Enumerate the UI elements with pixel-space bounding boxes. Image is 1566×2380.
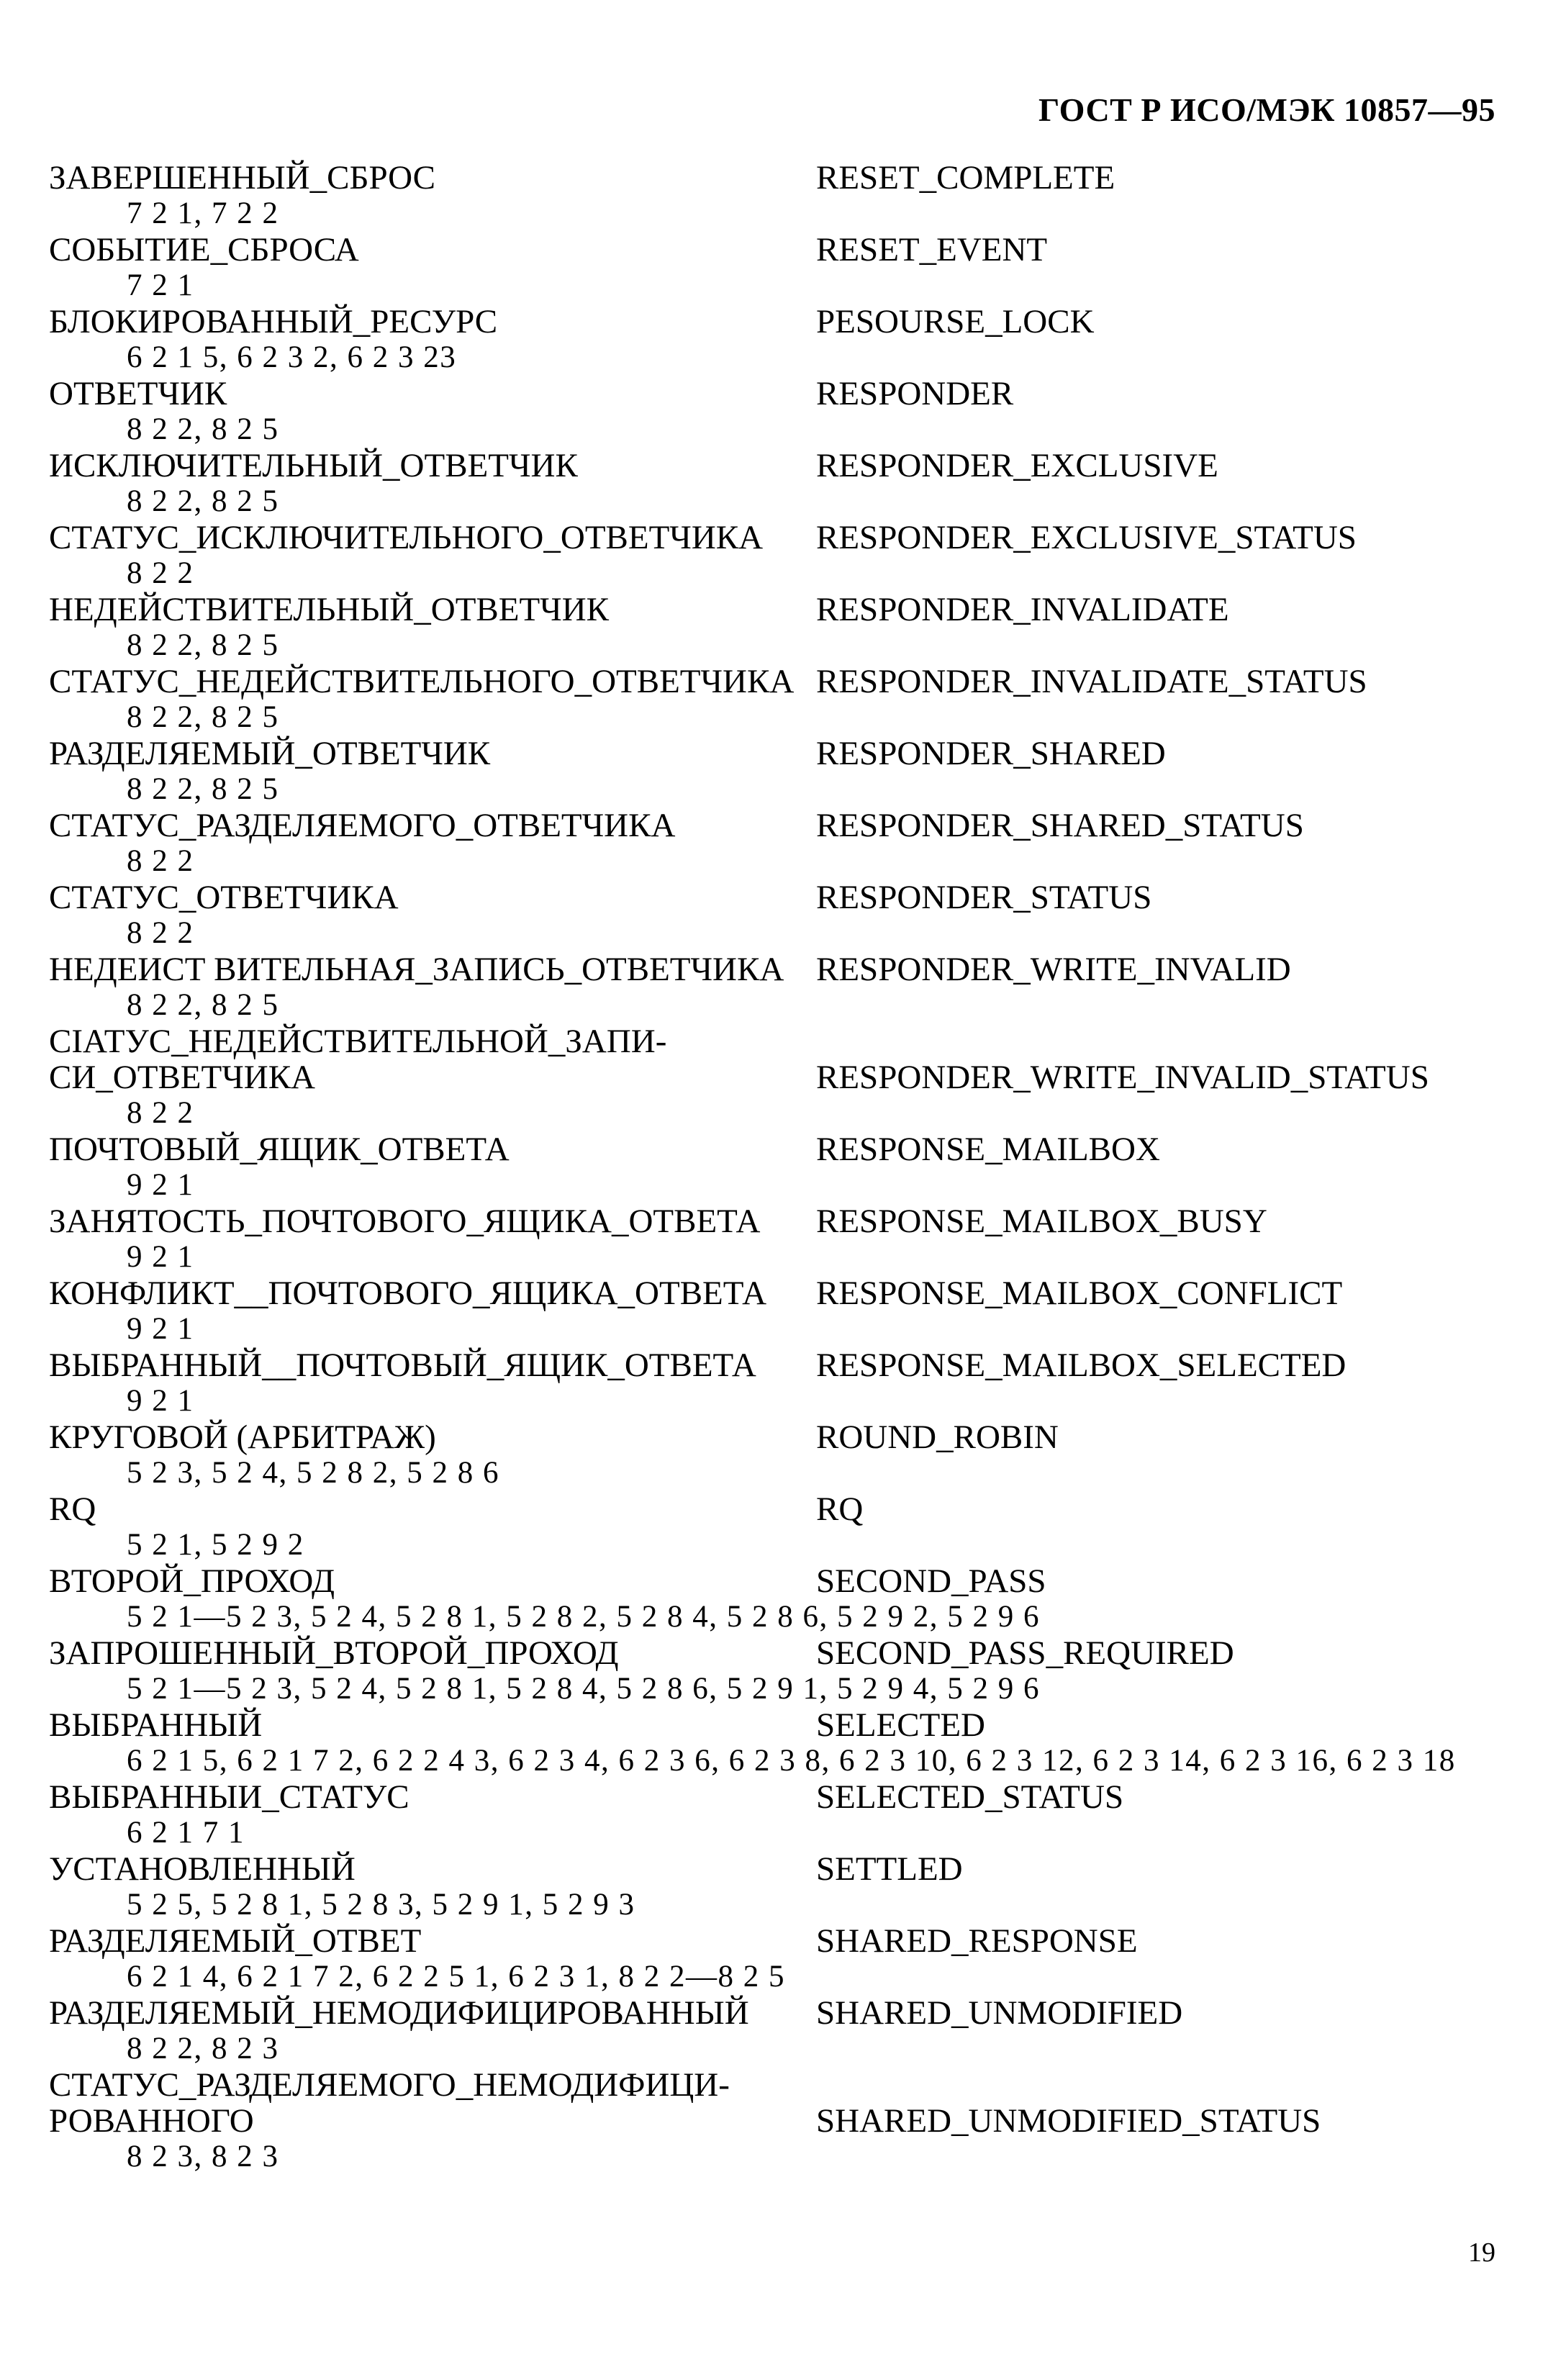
russian-term: ЗАВЕРШЕННЫЙ_СБРОС	[49, 159, 436, 196]
glossary-entry	[49, 448, 1531, 520]
entry-term-line	[49, 879, 1531, 915]
section-references: 9 2 1	[127, 1312, 194, 1346]
entry-term-line	[49, 664, 1531, 700]
section-references: 9 2 1	[127, 1384, 194, 1418]
entry-term-line	[49, 1059, 1531, 1095]
entry-term-line	[49, 1995, 1531, 2031]
glossary-entry	[49, 160, 1531, 232]
english-term: ROUND_ROBIN	[816, 1419, 1059, 1456]
russian-term: RQ	[49, 1490, 96, 1528]
russian-term: ВЫБРАННЫЙ	[49, 1706, 263, 1744]
english-term: RESPONDER_WRITE_INVALID	[816, 951, 1291, 988]
russian-term: РАЗДЕЛЯЕМЫЙ_ОТВЕТЧИК	[49, 735, 491, 772]
section-references: 8 2 2	[127, 1096, 194, 1130]
english-term: SELECTED	[816, 1706, 985, 1744]
english-term: RESPONDER_WRITE_INVALID_STATUS	[816, 1059, 1429, 1096]
russian-term: ВТОРОЙ_ПРОХОД	[49, 1562, 335, 1600]
english-term: RESPONDER	[816, 375, 1014, 412]
glossary-entry	[49, 232, 1531, 304]
section-references: 8 2 2, 8 2 5	[127, 988, 279, 1022]
section-references: 8 2 2, 8 2 5	[127, 772, 279, 806]
glossary-entry	[49, 736, 1531, 807]
glossary-entry	[49, 1347, 1531, 1419]
english-term: SECOND_PASS	[816, 1562, 1046, 1600]
russian-term: СИ_ОТВЕТЧИКА	[49, 1059, 315, 1096]
glossary-list	[49, 160, 1531, 2175]
glossary-entry	[49, 1995, 1531, 2067]
english-term: RESPONDER_SHARED_STATUS	[816, 807, 1304, 844]
english-term: SHARED_UNMODIFIED_STATUS	[816, 2102, 1321, 2140]
glossary-entry	[49, 1023, 1531, 1131]
section-references: 8 2 2, 8 2 3	[127, 2032, 279, 2065]
russian-term: ПОЧТОВЫЙ_ЯЩИК_ОТВЕТА	[49, 1131, 510, 1168]
entry-term-line	[49, 592, 1531, 628]
section-references: 6 2 1 5, 6 2 3 2, 6 2 3 23	[127, 340, 457, 374]
english-term: SHARED_UNMODIFIED	[816, 1994, 1183, 2032]
entry-term-line	[49, 1131, 1531, 1167]
glossary-entry	[49, 1923, 1531, 1995]
english-term: RQ	[816, 1490, 864, 1528]
entry-term-line	[49, 1203, 1531, 1239]
russian-term: БЛОКИРОВАННЫЙ_РЕСУРС	[49, 303, 498, 340]
entry-term-line	[49, 1023, 1531, 1059]
section-references: 6 2 1 5, 6 2 1 7 2, 6 2 2 4 3, 6 2 3 4, 6 2 3 6, 6 2 3 8, 6 2 3 10, 6 2 3 12, 6 2 3 14, 6 2 3 16, 6 2 3 18	[127, 1744, 1456, 1778]
glossary-entry	[49, 592, 1531, 664]
glossary-entry	[49, 664, 1531, 736]
section-references: 8 2 2, 8 2 5	[127, 700, 279, 734]
entry-term-line	[49, 1563, 1531, 1599]
glossary-entry	[49, 879, 1531, 951]
section-references: 8 2 2, 8 2 5	[127, 484, 279, 518]
glossary-entry	[49, 520, 1531, 592]
section-references: 5 2 5, 5 2 8 1, 5 2 8 3, 5 2 9 1, 5 2 9 3	[127, 1888, 635, 1922]
english-term: RESPONSE_MAILBOX_SELECTED	[816, 1347, 1347, 1384]
entry-term-line	[49, 232, 1531, 268]
russian-term: ВЫБРАННЫЙ__ПОЧТОВЫЙ_ЯЩИК_ОТВЕТА	[49, 1347, 756, 1384]
entry-term-line	[49, 1707, 1531, 1743]
entry-term-line	[49, 951, 1531, 987]
section-references: 9 2 1	[127, 1168, 194, 1202]
russian-term: УСТАНОВЛЕННЫЙ	[49, 1850, 356, 1888]
section-references: 8 2 2, 8 2 5	[127, 628, 279, 662]
section-references: 7 2 1	[127, 268, 194, 302]
english-term: SECOND_PASS_REQUIRED	[816, 1634, 1234, 1672]
english-term: RESPONDER_SHARED	[816, 735, 1166, 772]
entry-term-line	[49, 1347, 1531, 1383]
glossary-entry	[49, 1707, 1531, 1779]
glossary-entry	[49, 304, 1531, 376]
english-term: RESPONDER_STATUS	[816, 879, 1152, 916]
russian-term: СТАТУС_ОТВЕТЧИКА	[49, 879, 399, 916]
glossary-entry	[49, 1563, 1531, 1635]
section-references: 6 2 1 4, 6 2 1 7 2, 6 2 2 5 1, 6 2 3 1, 8 2 2—8 2 5	[127, 1960, 785, 1994]
entry-term-line	[49, 1851, 1531, 1887]
russian-term: СIАТУС_НЕДЕЙСТВИТЕЛЬНОЙ_ЗАПИ-	[49, 1023, 667, 1060]
entry-term-line	[49, 304, 1531, 340]
russian-term: РАЗДЕЛЯЕМЫЙ_НЕМОДИФИЦИРОВАННЫЙ	[49, 1994, 749, 2032]
section-references: 8 2 2	[127, 556, 194, 590]
russian-term: РАЗДЕЛЯЕМЫЙ_ОТВЕТ	[49, 1922, 422, 1960]
entry-term-line	[49, 1779, 1531, 1815]
russian-term: СТАТУС_НЕДЕЙСТВИТЕЛЬНОГО_ОТВЕТЧИКА	[49, 663, 795, 700]
russian-term: НЕДЕИСТ ВИТЕЛЬНАЯ_ЗАПИСЬ_ОТВЕТЧИКА	[49, 951, 784, 988]
section-references: 5 2 1—5 2 3, 5 2 4, 5 2 8 1, 5 2 8 2, 5 2 8 4, 5 2 8 6, 5 2 9 2, 5 2 9 6	[127, 1600, 1040, 1634]
entry-term-line	[49, 1635, 1531, 1671]
english-term: RESPONSE_MAILBOX_BUSY	[816, 1203, 1267, 1240]
glossary-entry	[49, 1491, 1531, 1563]
russian-term: ВЫБРАННЫИ_СТАТУС	[49, 1778, 409, 1816]
section-references: 9 2 1	[127, 1240, 194, 1274]
russian-term: ЗАПРОШЕННЫЙ_ВТОРОЙ_ПРОХОД	[49, 1634, 619, 1672]
entry-term-line	[49, 448, 1531, 484]
glossary-entry	[49, 1779, 1531, 1851]
english-term: RESPONDER_INVALIDATE_STATUS	[816, 663, 1367, 700]
entry-term-line	[49, 1923, 1531, 1959]
entry-term-line	[49, 807, 1531, 843]
section-references: 7 2 1, 7 2 2	[127, 196, 279, 230]
entry-term-line	[49, 376, 1531, 412]
entry-term-line	[49, 520, 1531, 556]
russian-term: НЕДЕЙСТВИТЕЛЬНЫЙ_ОТВЕТЧИК	[49, 591, 610, 628]
section-references: 8 2 2	[127, 916, 194, 950]
glossary-entry	[49, 951, 1531, 1023]
glossary-entry	[49, 1419, 1531, 1491]
section-references: 8 2 3, 8 2 3	[127, 2140, 279, 2173]
russian-term: КРУГОВОЙ (АРБИТРАЖ)	[49, 1419, 436, 1456]
english-term: RESPONDER_EXCLUSIVE	[816, 447, 1218, 484]
english-term: SHARED_RESPONSE	[816, 1922, 1138, 1960]
russian-term: ЗАНЯТОСТЬ_ПОЧТОВОГО_ЯЩИКА_ОТВЕТА	[49, 1203, 761, 1240]
section-references: 8 2 2, 8 2 5	[127, 412, 279, 446]
russian-term: РОВАННОГО	[49, 2102, 254, 2140]
russian-term: ОТВЕТЧИК	[49, 375, 227, 412]
english-term: RESPONSE_MAILBOX	[816, 1131, 1160, 1168]
glossary-entry	[49, 807, 1531, 879]
section-references: 5 2 1—5 2 3, 5 2 4, 5 2 8 1, 5 2 8 4, 5 2 8 6, 5 2 9 1, 5 2 9 4, 5 2 9 6	[127, 1672, 1040, 1706]
section-references: 5 2 3, 5 2 4, 5 2 8 2, 5 2 8 6	[127, 1456, 499, 1490]
section-references: 8 2 2	[127, 844, 194, 878]
english-term: RESPONDER_EXCLUSIVE_STATUS	[816, 519, 1357, 556]
russian-term: КОНФЛИКТ__ПОЧТОВОГО_ЯЩИКА_ОТВЕТА	[49, 1275, 767, 1312]
english-term: SETTLED	[816, 1850, 963, 1888]
english-term: RESPONSE_MAILBOX_CONFLICT	[816, 1275, 1343, 1312]
entry-term-line	[49, 1275, 1531, 1311]
russian-term: СТАТУС_ИСКЛЮЧИТЕЛЬНОГО_ОТВЕТЧИКА	[49, 519, 764, 556]
glossary-entry	[49, 1635, 1531, 1707]
english-term: SELECTED_STATUS	[816, 1778, 1124, 1816]
english-term: PESOURSE_LOCK	[816, 303, 1095, 340]
entry-term-line	[49, 160, 1531, 196]
russian-term: СОБЫТИЕ_СБРОСА	[49, 231, 359, 268]
russian-term: ИСКЛЮЧИТЕЛЬНЫЙ_ОТВЕТЧИК	[49, 447, 578, 484]
entry-term-line	[49, 2067, 1531, 2103]
russian-term: СТАТУС_РАЗДЕЛЯЕМОГО_ОТВЕТЧИКА	[49, 807, 676, 844]
glossary-entry	[49, 2067, 1531, 2175]
glossary-entry	[49, 1851, 1531, 1923]
section-references: 6 2 1 7 1	[127, 1816, 245, 1850]
glossary-entry	[49, 1131, 1531, 1203]
entry-term-line	[49, 2103, 1531, 2139]
english-term: RESET_EVENT	[816, 231, 1048, 268]
english-term: RESPONDER_INVALIDATE	[816, 591, 1229, 628]
entry-term-line	[49, 1419, 1531, 1455]
russian-term: СТАТУС_РАЗДЕЛЯЕМОГО_НЕМОДИФИЦИ-	[49, 2066, 730, 2104]
document-header: ГОСТ Р ИСО/МЭК 10857—95	[1038, 91, 1495, 128]
glossary-entry	[49, 1275, 1531, 1347]
glossary-entry	[49, 1203, 1531, 1275]
section-references: 5 2 1, 5 2 9 2	[127, 1528, 304, 1562]
english-term: RESET_COMPLETE	[816, 159, 1115, 196]
glossary-entry	[49, 376, 1531, 448]
page-number: 19	[1468, 2238, 1495, 2268]
entry-term-line	[49, 736, 1531, 772]
entry-term-line	[49, 1491, 1531, 1527]
